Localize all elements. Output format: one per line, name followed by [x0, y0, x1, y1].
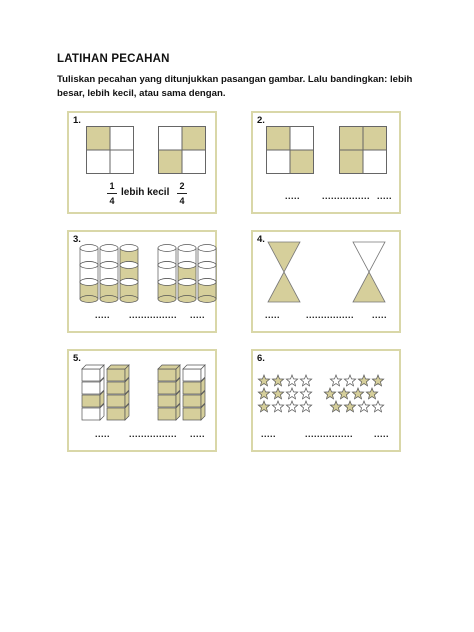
answer-blank-left[interactable]: .....: [95, 429, 111, 439]
exercise-number: 5.: [73, 353, 81, 364]
worksheet-title: LATIHAN PECAHAN: [57, 53, 170, 65]
exercise-1-left-square: [86, 126, 134, 174]
comparison-answer: lebih kecil: [121, 187, 170, 198]
right-denominator: 4: [179, 196, 185, 206]
left-fraction: [107, 181, 117, 206]
answer-blank-comparison[interactable]: ................: [322, 191, 371, 201]
exercise-1-box: [67, 111, 217, 214]
exercise-number: 1.: [73, 115, 81, 126]
left-numerator: 1: [109, 181, 115, 191]
left-denominator: 4: [109, 196, 115, 206]
exercise-4-box: [251, 230, 401, 333]
right-fraction: [177, 181, 187, 206]
exercise-5-box: [67, 349, 217, 452]
exercise-1-right-square: [158, 126, 206, 174]
exercise-4-right-hourglass: [353, 240, 387, 304]
answer-blank-comparison[interactable]: ................: [129, 429, 178, 439]
exercise-number: 3.: [73, 234, 81, 245]
answer-blank-right[interactable]: .....: [374, 429, 390, 439]
exercise-2-box: [251, 111, 401, 214]
answer-blank-left[interactable]: .....: [95, 310, 111, 320]
answer-blank-left[interactable]: .....: [265, 310, 281, 320]
exercise-6-left-stars: [257, 375, 317, 415]
exercise-3-right-cylinders: [158, 244, 218, 306]
answer-blank-left[interactable]: .....: [285, 191, 301, 201]
answer-blank-right[interactable]: .....: [190, 429, 206, 439]
exercise-2-left-square: [266, 126, 314, 174]
exercise-number: 6.: [257, 353, 265, 364]
exercise-number: 2.: [257, 115, 265, 126]
answer-blank-right[interactable]: .....: [377, 191, 393, 201]
exercise-6-box: [251, 349, 401, 452]
answer-blank-comparison[interactable]: ................: [129, 310, 178, 320]
exercise-2-right-square: [339, 126, 387, 174]
exercise-6-right-stars: [329, 375, 389, 415]
exercise-5-right-cubes: [158, 363, 214, 425]
exercise-3-left-cylinders: [80, 244, 140, 306]
answer-blank-left[interactable]: .....: [261, 429, 277, 439]
answer-blank-comparison[interactable]: ................: [305, 429, 354, 439]
exercise-3-box: [67, 230, 217, 333]
exercise-number: 4.: [257, 234, 265, 245]
exercise-4-left-hourglass: [268, 240, 302, 304]
answer-blank-right[interactable]: .....: [372, 310, 388, 320]
right-numerator: 2: [179, 181, 185, 191]
answer-blank-comparison[interactable]: ................: [306, 310, 355, 320]
worksheet-instruction: Tuliskan pecahan yang ditunjukkan pasangan gambar. Lalu bandingkan: lebih besar, lebih kecil, atau sama dengan.: [57, 74, 413, 99]
exercise-5-left-cubes: [82, 363, 138, 425]
answer-blank-right[interactable]: .....: [190, 310, 206, 320]
